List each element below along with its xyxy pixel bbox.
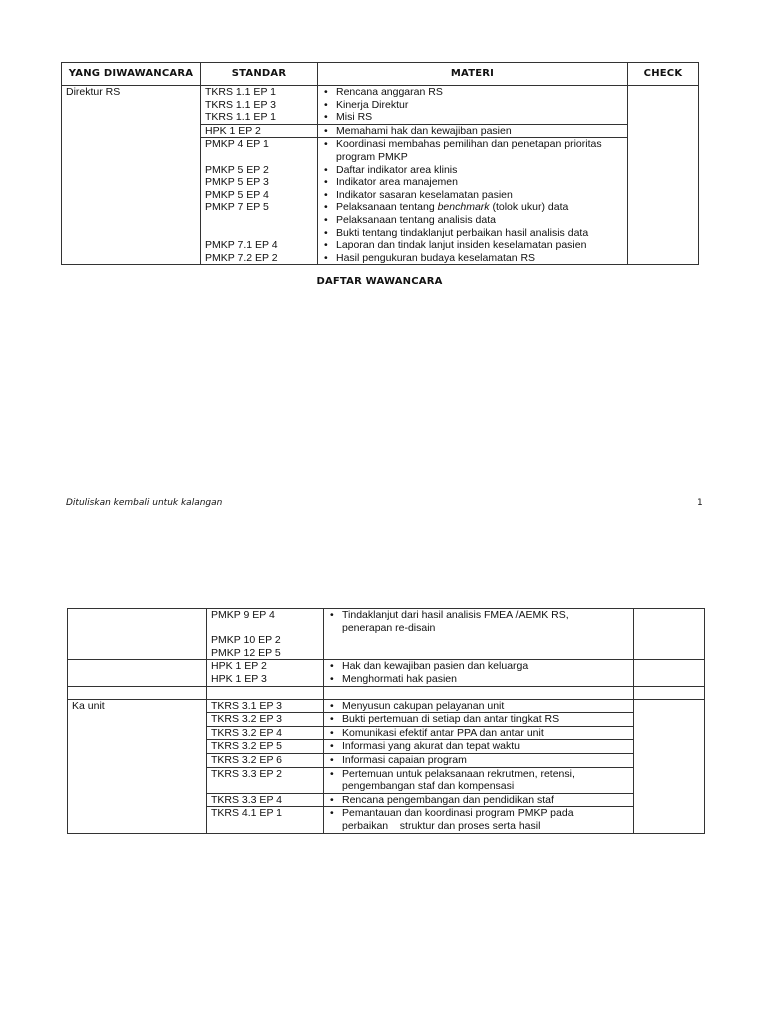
standard-cell bbox=[207, 767, 324, 793]
standard-cell bbox=[201, 124, 318, 138]
material-item: • Hak dan kewajiban pasien dan keluarga bbox=[328, 660, 629, 673]
standard-cell bbox=[207, 726, 324, 740]
footer-note: Dituliskan kembali untuk kalangan bbox=[66, 498, 223, 508]
interview-table-page1 bbox=[61, 62, 699, 265]
material-item: • Informasi capaian program bbox=[328, 754, 629, 767]
page-number: 1 bbox=[697, 498, 703, 508]
material-item: • Hasil pengukuran budaya keselamatan RS bbox=[322, 252, 623, 265]
material-cell bbox=[324, 699, 634, 713]
material-item-continued: perbaikan struktur dan proses serta hasil bbox=[342, 819, 541, 832]
table-row bbox=[62, 86, 699, 125]
standard-code: HPK 1 EP 2 bbox=[211, 660, 267, 673]
material-cell bbox=[324, 793, 634, 807]
standard-code: PMKP 5 EP 2 bbox=[205, 163, 269, 176]
standard-code bbox=[205, 227, 313, 240]
material-item: • Pertemuan untuk pelaksanaan rekrutmen, retensi, bbox=[328, 768, 629, 781]
material-cell bbox=[318, 124, 628, 138]
standard-code: PMKP 7.2 EP 2 bbox=[205, 251, 278, 264]
interviewee-name: Direktur RS bbox=[66, 86, 121, 98]
material-item: • Komunikasi efektif antar PPA dan antar unit bbox=[328, 727, 629, 740]
header-standard: STANDAR bbox=[201, 63, 318, 86]
material-text: Pelaksanaan tentang bbox=[336, 201, 438, 214]
material-item: • Menghormati hak pasien bbox=[328, 673, 629, 686]
material-item: • Laporan dan tindak lanjut insiden keselamatan pasien bbox=[322, 239, 623, 252]
table-row-empty bbox=[68, 686, 705, 699]
table-row bbox=[68, 699, 705, 713]
standard-code: TKRS 4.1 EP 1 bbox=[211, 807, 283, 820]
material-cell bbox=[324, 713, 634, 727]
standard-code: PMKP 7.1 EP 4 bbox=[205, 239, 278, 252]
standard-code: TKRS 3.3 EP 2 bbox=[211, 767, 283, 780]
standard-code: TKRS 3.1 EP 3 bbox=[211, 699, 283, 712]
table-caption: DAFTAR WAWANCARA bbox=[316, 276, 443, 287]
standard-code: TKRS 1.1 EP 1 bbox=[205, 86, 277, 98]
standard-code: TKRS 3.2 EP 5 bbox=[211, 740, 283, 753]
material-item: • Indikator sasaran keselamatan pasien bbox=[322, 189, 623, 202]
material-cell bbox=[324, 753, 634, 767]
material-item: • Bukti pertemuan di setiap dan antar tingkat RS bbox=[328, 713, 629, 726]
material-item: • Koordinasi membahas pemilihan dan penetapan prioritas bbox=[322, 138, 623, 151]
standard-code: TKRS 3.2 EP 4 bbox=[211, 726, 283, 739]
interviewee-cell bbox=[68, 660, 207, 686]
interviewee-cell bbox=[68, 699, 207, 833]
interview-table-page2 bbox=[67, 608, 705, 834]
material-item: • Rencana pengembangan dan pendidikan staf bbox=[328, 794, 629, 807]
standard-code bbox=[205, 214, 313, 227]
standard-code: PMKP 10 EP 2 bbox=[211, 634, 281, 647]
material-text: (tolok ukur) data bbox=[489, 201, 569, 214]
check-cell[interactable] bbox=[634, 609, 705, 660]
material-item: • Kinerja Direktur bbox=[322, 99, 623, 112]
material-cell bbox=[324, 767, 634, 793]
standard-cell bbox=[207, 740, 324, 754]
material-cell bbox=[324, 740, 634, 754]
material-item: • Menyusun cakupan pelayanan unit bbox=[328, 700, 629, 713]
material-item: • Bukti tentang tindaklanjut perbaikan hasil analisis data bbox=[322, 227, 623, 240]
standard-code bbox=[205, 151, 313, 164]
material-cell bbox=[318, 86, 628, 125]
standard-code: PMKP 5 EP 4 bbox=[205, 188, 269, 201]
standard-code: TKRS 3.2 EP 6 bbox=[211, 753, 283, 766]
material-item: • Pemantauan dan koordinasi program PMKP pada bbox=[328, 807, 629, 820]
material-item: • Memahami hak dan kewajiban pasien bbox=[322, 125, 623, 138]
material-item bbox=[322, 201, 623, 214]
material-item: • Informasi yang akurat dan tepat waktu bbox=[328, 740, 629, 753]
standard-cell bbox=[207, 807, 324, 833]
standard-code: HPK 1 EP 3 bbox=[211, 672, 267, 685]
standard-code: PMKP 7 EP 5 bbox=[205, 201, 269, 214]
standard-cell bbox=[207, 793, 324, 807]
standard-code: TKRS 3.3 EP 4 bbox=[211, 793, 283, 806]
standard-cell bbox=[201, 86, 318, 125]
standard-code: PMKP 12 EP 5 bbox=[211, 646, 281, 659]
standard-code: TKRS 1.1 EP 1 bbox=[205, 111, 277, 124]
header-material: MATERI bbox=[318, 63, 628, 86]
standard-cell bbox=[201, 138, 318, 265]
material-item-continued: program PMKP bbox=[336, 150, 408, 163]
material-cell bbox=[318, 138, 628, 265]
material-cell bbox=[324, 807, 634, 833]
standard-cell bbox=[207, 713, 324, 727]
header-check: CHECK bbox=[628, 63, 699, 86]
check-cell[interactable] bbox=[628, 86, 699, 265]
material-cell bbox=[324, 726, 634, 740]
standard-code: HPK 1 EP 2 bbox=[205, 124, 261, 137]
standard-cell bbox=[207, 699, 324, 713]
table-row bbox=[68, 660, 705, 686]
material-text-italic: benchmark bbox=[437, 201, 490, 214]
material-item: • Pelaksanaan tentang analisis data bbox=[322, 214, 623, 227]
header-interviewee: YANG DIWAWANCARA bbox=[62, 63, 201, 86]
standard-cell bbox=[207, 609, 324, 660]
material-item: • Misi RS bbox=[322, 111, 623, 124]
material-item: • Indikator area manajemen bbox=[322, 176, 623, 189]
material-cell bbox=[324, 660, 634, 686]
interviewee-cell bbox=[62, 86, 201, 265]
material-item-continued: penerapan re-disain bbox=[342, 621, 436, 634]
standard-code: PMKP 5 EP 3 bbox=[205, 176, 269, 189]
standard-cell bbox=[207, 660, 324, 686]
standard-code: TKRS 1.1 EP 3 bbox=[205, 98, 277, 111]
interviewee-cell bbox=[68, 609, 207, 660]
standard-cell bbox=[207, 753, 324, 767]
material-item: • Rencana anggaran RS bbox=[322, 86, 623, 99]
check-cell[interactable] bbox=[634, 699, 705, 833]
standard-code bbox=[211, 622, 319, 635]
material-item: • Tindaklanjut dari hasil analisis FMEA /AEMK RS, bbox=[328, 609, 629, 622]
standard-code: PMKP 4 EP 1 bbox=[205, 138, 269, 151]
check-cell[interactable] bbox=[634, 660, 705, 686]
table-row bbox=[68, 609, 705, 660]
material-item-continued: pengembangan staf dan kompensasi bbox=[342, 780, 515, 793]
standard-code: PMKP 9 EP 4 bbox=[211, 609, 275, 621]
material-cell bbox=[324, 609, 634, 660]
standard-code: TKRS 3.2 EP 3 bbox=[211, 713, 283, 726]
material-item: • Daftar indikator area klinis bbox=[322, 164, 623, 177]
table-header-row bbox=[62, 63, 699, 86]
interviewee-name: Ka unit bbox=[72, 699, 105, 712]
